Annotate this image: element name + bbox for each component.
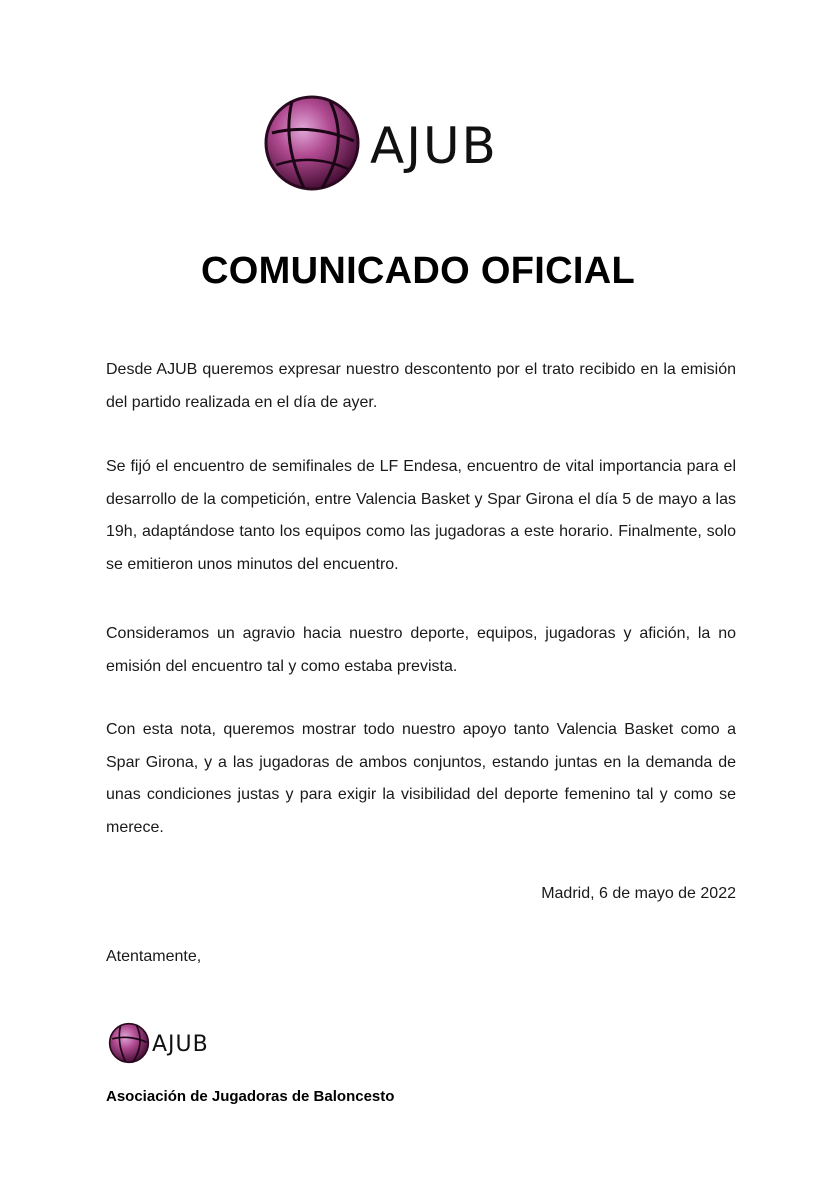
logo-text-small: AJUB	[152, 1032, 209, 1057]
paragraph-4: Con esta nota, queremos mostrar todo nuestro apoyo tanto Valencia Basket como a Spar Girona, y a las jugadoras de ambos conjuntos, estando juntas en la demanda de unas condiciones justas y para exigir la visibilidad del deporte femenino tal y como se merece.	[106, 721, 736, 836]
paragraph-2: Se fijó el encuentro de semifinales de LF Endesa, encuentro de vital importancia para el desarrollo de la competición, entre Valencia Basket y Spar Girona el día 5 de mayo a las 19h, adaptándose tanto los equipos como las jugadoras a este horario. Finalmente, solo se emitieron unos minutos del encuentro.	[106, 458, 736, 573]
basketball-icon	[108, 1022, 150, 1064]
logo-text: AJUB	[370, 117, 498, 175]
ajub-logo	[262, 93, 562, 193]
page-title: COMUNICADO OFICIAL	[201, 250, 635, 292]
ajub-logo-small	[108, 1020, 248, 1066]
closing-line: Atentamente,	[106, 948, 202, 965]
basketball-icon	[262, 93, 362, 193]
organization-name: Asociación de Jugadoras de Baloncesto	[106, 1088, 395, 1105]
logo-wordmark-small	[152, 1032, 209, 1057]
paragraph-3: Consideramos un agravio hacia nuestro deporte, equipos, jugadoras y afición, la no emisión del encuentro tal y como estaba prevista.	[106, 625, 736, 675]
date-line: Madrid, 6 de mayo de 2022	[541, 885, 736, 902]
logo-wordmark	[370, 117, 498, 175]
paragraph-1: Desde AJUB queremos expresar nuestro descontento por el trato recibido en la emisión del partido realizada en el día de ayer.	[106, 361, 736, 411]
